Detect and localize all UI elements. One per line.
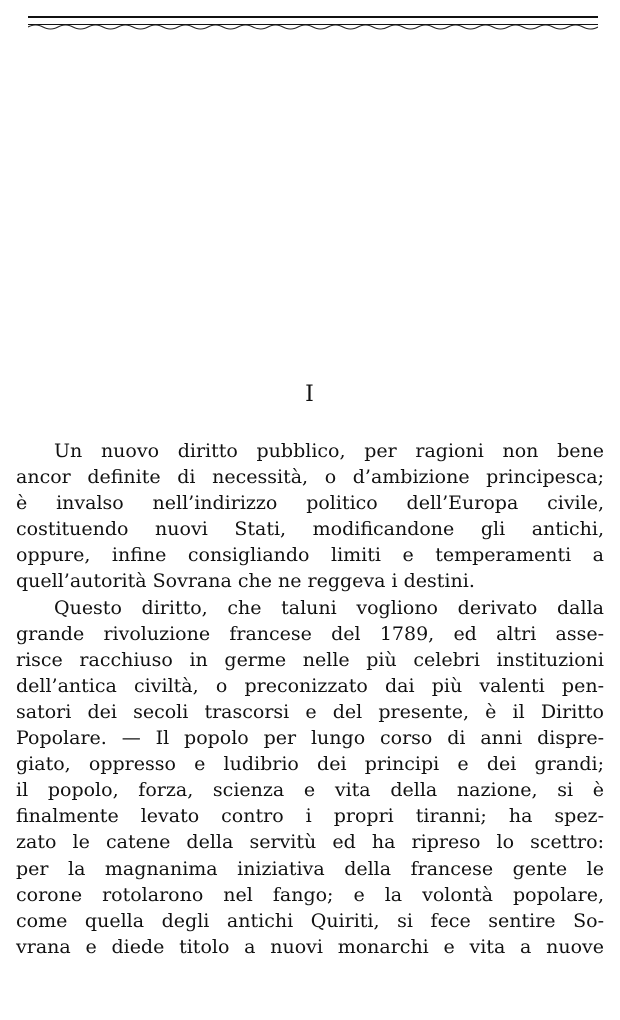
text-line: finalmente levato contro i propri tiranni; ha spez- (16, 805, 604, 828)
text-line: vrana e diede titolo a nuovi monarchi e vita a nuove (16, 935, 604, 958)
paragraph-1 (16, 438, 604, 595)
text-line: giato, oppresso e ludibrio dei principi e dei grandi; (16, 753, 604, 776)
text-line: il popolo, forza, scienza e vita della nazione, si è (16, 779, 604, 802)
text-line: dell’antica civiltà, o preconizzato dai più valenti pen- (16, 674, 604, 697)
text-line: grande rivoluzione francese del 1789, ed altri asse- (16, 622, 604, 645)
text-line: satori dei secoli trascorsi e del presente, è il Diritto (16, 700, 604, 723)
text-line: oppure, infine consigliando limiti e temperamenti a (16, 544, 604, 567)
paragraph-2 (16, 595, 604, 960)
chapter-heading: I (305, 382, 315, 407)
text-line: per la magnanima iniziativa della francese gente le (16, 857, 604, 880)
body-text (16, 438, 604, 960)
text-line: è invalso nell’indirizzo politico dell’Europa civile, (16, 492, 604, 515)
text-line: ancor definite di necessità, o d’ambizione principesca; (16, 466, 604, 489)
text-line: quell’autorità Sovrana che ne reggeva i destini. (16, 570, 475, 593)
text-line: costituendo nuovi Stati, modificandone gli antichi, (16, 518, 604, 541)
text-line: risce racchiuso in germe nelle più celebri instituzioni (16, 648, 604, 671)
text-line: come quella degli antichi Quiriti, si fece sentire So- (16, 909, 604, 932)
text-line: corone rotolarono nel fango; e la volontà popolare, (16, 883, 604, 906)
text-line: Popolare. — Il popolo per lungo corso di anni dispre- (16, 727, 604, 750)
text-line: Questo diritto, che taluni vogliono derivato dalla (54, 596, 604, 619)
text-line: zato le catene della servitù ed ha ripreso lo scettro: (16, 831, 604, 854)
header-wavy-ornament (28, 23, 598, 33)
text-line: Un nuovo diritto pubblico, per ragioni non bene (54, 440, 604, 462)
